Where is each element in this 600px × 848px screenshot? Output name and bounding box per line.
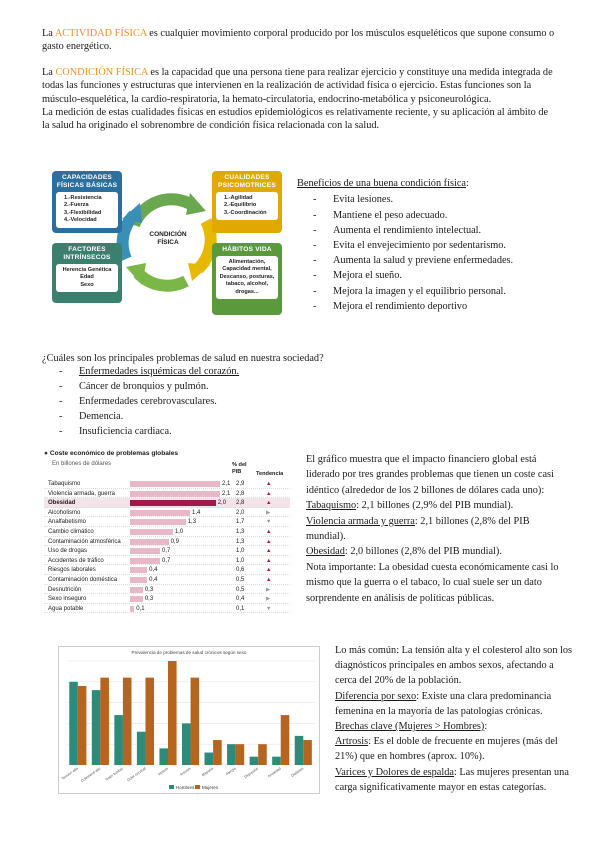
cost-bar <box>130 529 173 535</box>
bar-hombres <box>227 744 236 765</box>
cost-bar-value: 2,1 <box>222 490 231 497</box>
cost-intro: El gráfico muestra que el impacto financiero global está liderado por tres grandes problemas que tienen un coste casi idéntico (alrededor de los 2 billones de dólares cada uno): <box>306 454 554 496</box>
cost-item-obesidad: Obesidad: 2,0 billones (2,8% del PIB mundial). <box>306 546 502 558</box>
benefits-title: Beneficios de una buena condición física: <box>297 178 469 189</box>
cost-row-label: Desnutrición <box>48 586 82 593</box>
term-condicion: CONDICIÓN FÍSICA <box>55 66 148 78</box>
cost-row <box>44 594 290 604</box>
cost-row-label: Cambio climático <box>48 529 94 535</box>
bar-mujeres <box>78 686 87 765</box>
problems-list <box>79 365 558 439</box>
cost-note: Nota importante: La obesidad cuesta económicamente casi lo mismo que la guerra o el tabaco, lo cual suele ser un dato sorprendente en análisis de políticas públicas. <box>306 561 559 604</box>
cost-row-pct: 0,1 <box>236 605 245 612</box>
bar-mujeres <box>100 678 109 765</box>
term-actividad: ACTIVIDAD FÍSICA <box>54 28 147 39</box>
cost-bar <box>130 577 147 583</box>
cost-analysis <box>306 452 562 606</box>
cost-bar-value: 2,1 <box>222 481 231 487</box>
cost-bar-value: 1,4 <box>192 509 201 516</box>
x-tick-label: Migraña <box>201 766 215 778</box>
x-tick-label: Diabetes <box>290 766 305 778</box>
cost-bar <box>130 567 147 573</box>
trend-up-icon: ▲ <box>266 481 272 487</box>
trend-up-icon: ▲ <box>266 548 272 555</box>
cost-bar <box>130 558 160 564</box>
bar-hombres <box>69 682 78 765</box>
cost-row <box>44 585 290 595</box>
bar-mujeres <box>213 740 222 765</box>
cost-row <box>44 546 290 556</box>
cost-row-pct: 0,5 <box>236 577 245 583</box>
health-chart <box>58 646 320 794</box>
cost-bar-value: 0,4 <box>149 567 158 574</box>
cost-row-label: Uso de drogas <box>48 548 88 555</box>
cost-bar <box>130 606 134 612</box>
list-item: - Aumenta el rendimiento intelectual. <box>333 223 567 238</box>
trend-right-icon: ▶ <box>266 586 271 593</box>
bar-hombres <box>205 753 214 765</box>
cost-row-pct: 1,0 <box>236 548 245 555</box>
cost-bar <box>130 491 220 497</box>
legend-women-swatch <box>195 785 200 789</box>
health-artrosis: Artrosis: Es el doble de frecuente en mujeres (más del 21%) que en hombres (aprox. 10%). <box>335 736 558 763</box>
list-item: - Aumenta la salud y previene enfermedades. <box>333 253 567 268</box>
arrow-top <box>134 199 192 225</box>
cost-row <box>44 527 290 537</box>
cost-row-label: Accidentes de tráfico <box>48 557 104 564</box>
x-tick-label: Tensión alta <box>60 766 79 781</box>
x-tick-label: Ansiedad <box>267 766 282 779</box>
trend-right-icon: ▶ <box>266 509 271 516</box>
cost-bar-value: 0,7 <box>162 557 171 564</box>
box-capacidades-basicas: CAPACIDADES FÍSICAS BÁSICAS 1.-Resistencia 2.-Fuerza 3.-Flexibilidad 4.-Velocidad <box>52 171 122 233</box>
cost-row-label: Riesgos laborales <box>48 567 96 574</box>
cost-bar-value: 0,1 <box>136 605 145 612</box>
x-tick-label: Dolor lumbar <box>104 766 124 782</box>
benefits-list <box>333 192 567 314</box>
x-tick-label: Varices <box>157 766 170 777</box>
cost-row-pct: 2,9 <box>236 481 245 487</box>
cost-row-label: Analfabetismo <box>48 519 87 526</box>
cost-row-pct: 1,3 <box>236 538 245 545</box>
x-tick-label: Colesterol alto <box>80 766 102 784</box>
arrow-head-right <box>188 263 210 281</box>
bar-hombres <box>272 757 281 765</box>
cost-row-pct: 1,3 <box>236 529 245 535</box>
arrow-right <box>198 221 211 269</box>
intro-section <box>42 27 558 133</box>
trend-up-icon: ▲ <box>266 538 272 545</box>
list-item: - Cáncer de bronquios y pulmón. <box>79 380 558 395</box>
cost-item-violencia: Violencia armada y guerra: 2,1 billones (2,8% del PIB mundial). <box>306 515 530 543</box>
bar-mujeres <box>303 740 312 765</box>
cost-row-label: Tabaquismo <box>48 481 81 487</box>
list-item: - Mantiene el peso adecuado. <box>333 208 567 223</box>
cost-row <box>44 498 290 508</box>
cost-row-label: Agua potable <box>48 605 84 612</box>
list-item: - Evita lesiones. <box>333 192 567 207</box>
cost-row <box>44 479 290 489</box>
cost-bar <box>130 510 190 516</box>
trend-right-icon: ▶ <box>266 596 271 603</box>
cost-bar-value: 1,3 <box>187 519 197 526</box>
health-p1: Lo más común: La tensión alta y el colesterol alto son los diagnósticos principales en ambos sexos, afectando a cerca del 20% de la población. <box>335 645 573 687</box>
diagram-center-label: CONDICIÓN FÍSICA <box>149 231 187 246</box>
cost-row-label: Contaminación doméstica <box>48 577 118 583</box>
cost-row <box>44 575 290 585</box>
arrow-left <box>123 215 134 259</box>
bar-hombres <box>114 715 123 765</box>
bar-mujeres <box>236 744 245 765</box>
cost-bar-value: 0,7 <box>162 548 171 555</box>
bar-mujeres <box>191 678 200 765</box>
list-item: - Insuficiencia cardiaca. <box>79 425 558 440</box>
paragraph-condicion: La CONDICIÓN FÍSICA es la capacidad que una persona tiene para realizar ejercicio y constituye una medida integrada de todas las funciones y estructuras que intervienen en la realización de actividad física o ejercicio. Estas funciones son la músculo-esquelética, la cardio-respiratoria, la hemato-circulatoria, endocrino-metabólica y psiconeurológica. <box>42 66 553 105</box>
problems-question: ¿Cuáles son los principales problemas de salud en nuestra sociedad? <box>42 353 324 364</box>
cost-row <box>44 489 290 499</box>
cost-row <box>44 565 290 575</box>
cost-bar <box>130 587 143 593</box>
x-tick-label: Alergia <box>225 766 237 777</box>
cost-bar-value: 0,3 <box>144 586 154 593</box>
list-item: - Enfermedades cerebrovasculares. <box>79 395 558 410</box>
cost-chart-pct-header: % del PIB <box>232 462 247 475</box>
condicion-fisica-diagram <box>52 171 284 317</box>
cost-row <box>44 604 290 614</box>
x-tick-label: Dolor cervical <box>126 766 147 783</box>
cost-bar <box>130 519 186 525</box>
list-item: - Evita el envejecimiento por sedentarismo. <box>333 238 567 253</box>
cost-row-pct: 1,0 <box>236 557 245 564</box>
bar-hombres <box>182 723 191 765</box>
cost-bar-value: 0,4 <box>149 577 158 583</box>
cost-row <box>44 537 290 547</box>
cost-chart-trend-header: Tendencia <box>256 471 284 477</box>
arrow-head-top <box>186 193 206 215</box>
bar-hombres <box>295 736 304 765</box>
cost-row <box>44 556 290 566</box>
cost-bar <box>130 500 216 506</box>
cost-row-label: Obesidad <box>48 500 76 507</box>
list-item: - Demencia. <box>79 410 558 425</box>
bar-mujeres <box>123 678 132 765</box>
cost-row <box>44 517 290 527</box>
cost-row-pct: 2,8 <box>236 500 245 507</box>
cost-row-label: Violencia armada, guerra <box>48 490 115 497</box>
legend-men-label: Hombres <box>176 785 195 790</box>
bar-hombres <box>92 690 101 765</box>
arrow-bottom <box>138 273 186 286</box>
trend-up-icon: ▲ <box>266 567 272 574</box>
trend-up-icon: ▲ <box>266 557 272 564</box>
trend-down-icon: ▼ <box>266 519 272 526</box>
cost-bar <box>130 539 169 545</box>
trend-down-icon: ▼ <box>266 605 272 612</box>
health-analysis <box>335 643 575 795</box>
cost-chart <box>44 450 290 618</box>
cost-bar-value: 0,3 <box>144 596 154 603</box>
bar-hombres <box>137 732 146 765</box>
cost-item-tabaquismo: Tabaquismo: 2,1 billones (2,9% del PIB mundial). <box>306 500 514 512</box>
health-diff: Diferencia por sexo: Existe una clara predominancia femenina en la mayoría de las patologías crónicas. <box>335 690 552 717</box>
cost-row-pct: 0,5 <box>236 586 245 593</box>
health-varices: Varices y Dolores de espalda: Las mujeres presentan una carga significativamente mayor en estas categorías. <box>335 766 569 793</box>
cost-row-pct: 2,0 <box>236 509 245 516</box>
legend-women-label: Mujeres <box>202 785 219 790</box>
box-cualidades-psicomotrices: CUALIDADES PSICOMOTRICES 1.-Agilidad 2.-Equilibrio 3.-Coordinación <box>212 171 282 233</box>
cost-bar-value: 1,0 <box>174 529 184 535</box>
cost-bar <box>130 548 160 554</box>
health-chart-svg <box>59 647 319 793</box>
bar-hombres <box>250 757 259 765</box>
list-item: - Enfermedades isquémicas del corazón. <box>79 365 558 380</box>
bar-hombres <box>159 748 168 765</box>
list-item: - Mejora el sueño. <box>333 268 567 283</box>
cost-row-pct: 0,4 <box>236 596 245 603</box>
trend-up-icon: ▲ <box>266 490 272 497</box>
cost-bar <box>130 481 220 487</box>
list-item: - Mejora la imagen y el equilibrio personal. <box>333 284 567 299</box>
health-chart-title: Prevalencia de problemas de salud crónicos según sexo <box>131 650 247 655</box>
paragraph-medicion: La medición de estas cualidades físicas en estudios epidemiológicos es relativamente reciente, y su aplicación al ámbito de la salud ha originado el sobrenombre de condición física relacionada con la salud. <box>42 107 549 132</box>
bar-mujeres <box>258 744 267 765</box>
cost-bar-value: 2,0 <box>217 500 227 507</box>
box-factores-intrinsecos: FACTORES INTRÍNSECOS Herencia Genética Edad Sexo <box>52 243 122 303</box>
cost-row-label: Sexo inseguro <box>48 596 87 603</box>
bar-mujeres <box>168 661 177 765</box>
cost-row-pct: 2,8 <box>236 490 245 497</box>
cost-row-label: Alcoholismo <box>48 509 81 516</box>
cost-row-label: Contaminación atmosférica <box>48 538 121 545</box>
x-tick-label: Artrosis <box>179 766 192 777</box>
paragraph-actividad: La ACTIVIDAD FÍSICA es cualquier movimiento corporal producido por los músculos esqueléticos que supone consumo o gasto energético. <box>42 28 555 53</box>
x-tick-label: Depresión <box>243 766 260 780</box>
bar-mujeres <box>145 678 154 765</box>
cost-chart-subtitle: En billones de dólares <box>52 461 112 467</box>
health-gap: Brechas clave (Mujeres > Hombres): <box>335 721 488 733</box>
trend-up-icon: ▲ <box>266 500 272 507</box>
cost-bar-value: 0,9 <box>170 538 179 545</box>
bar-mujeres <box>281 715 290 765</box>
health-chart-bars <box>69 661 312 765</box>
list-item: - Mejora el rendimiento deportivo <box>333 299 567 314</box>
cost-row-pct: 1,7 <box>236 519 245 526</box>
cost-bar <box>130 596 143 602</box>
box-habitos-vida: HÁBITOS VIDA Alimentación, Capacidad mental, Descanso, posturas, tabaco, alcohol, drogas... <box>212 243 282 315</box>
trend-up-icon: ▲ <box>266 529 272 535</box>
legend-men-swatch <box>169 785 174 789</box>
cost-row-pct: 0,6 <box>236 567 245 574</box>
benefits-section <box>297 177 567 314</box>
cost-row <box>44 508 290 518</box>
health-chart-xlabels <box>61 766 305 783</box>
problems-section <box>42 352 558 439</box>
cost-chart-title: ● Coste económico de problemas globales <box>44 450 179 457</box>
trend-up-icon: ▲ <box>266 577 272 583</box>
